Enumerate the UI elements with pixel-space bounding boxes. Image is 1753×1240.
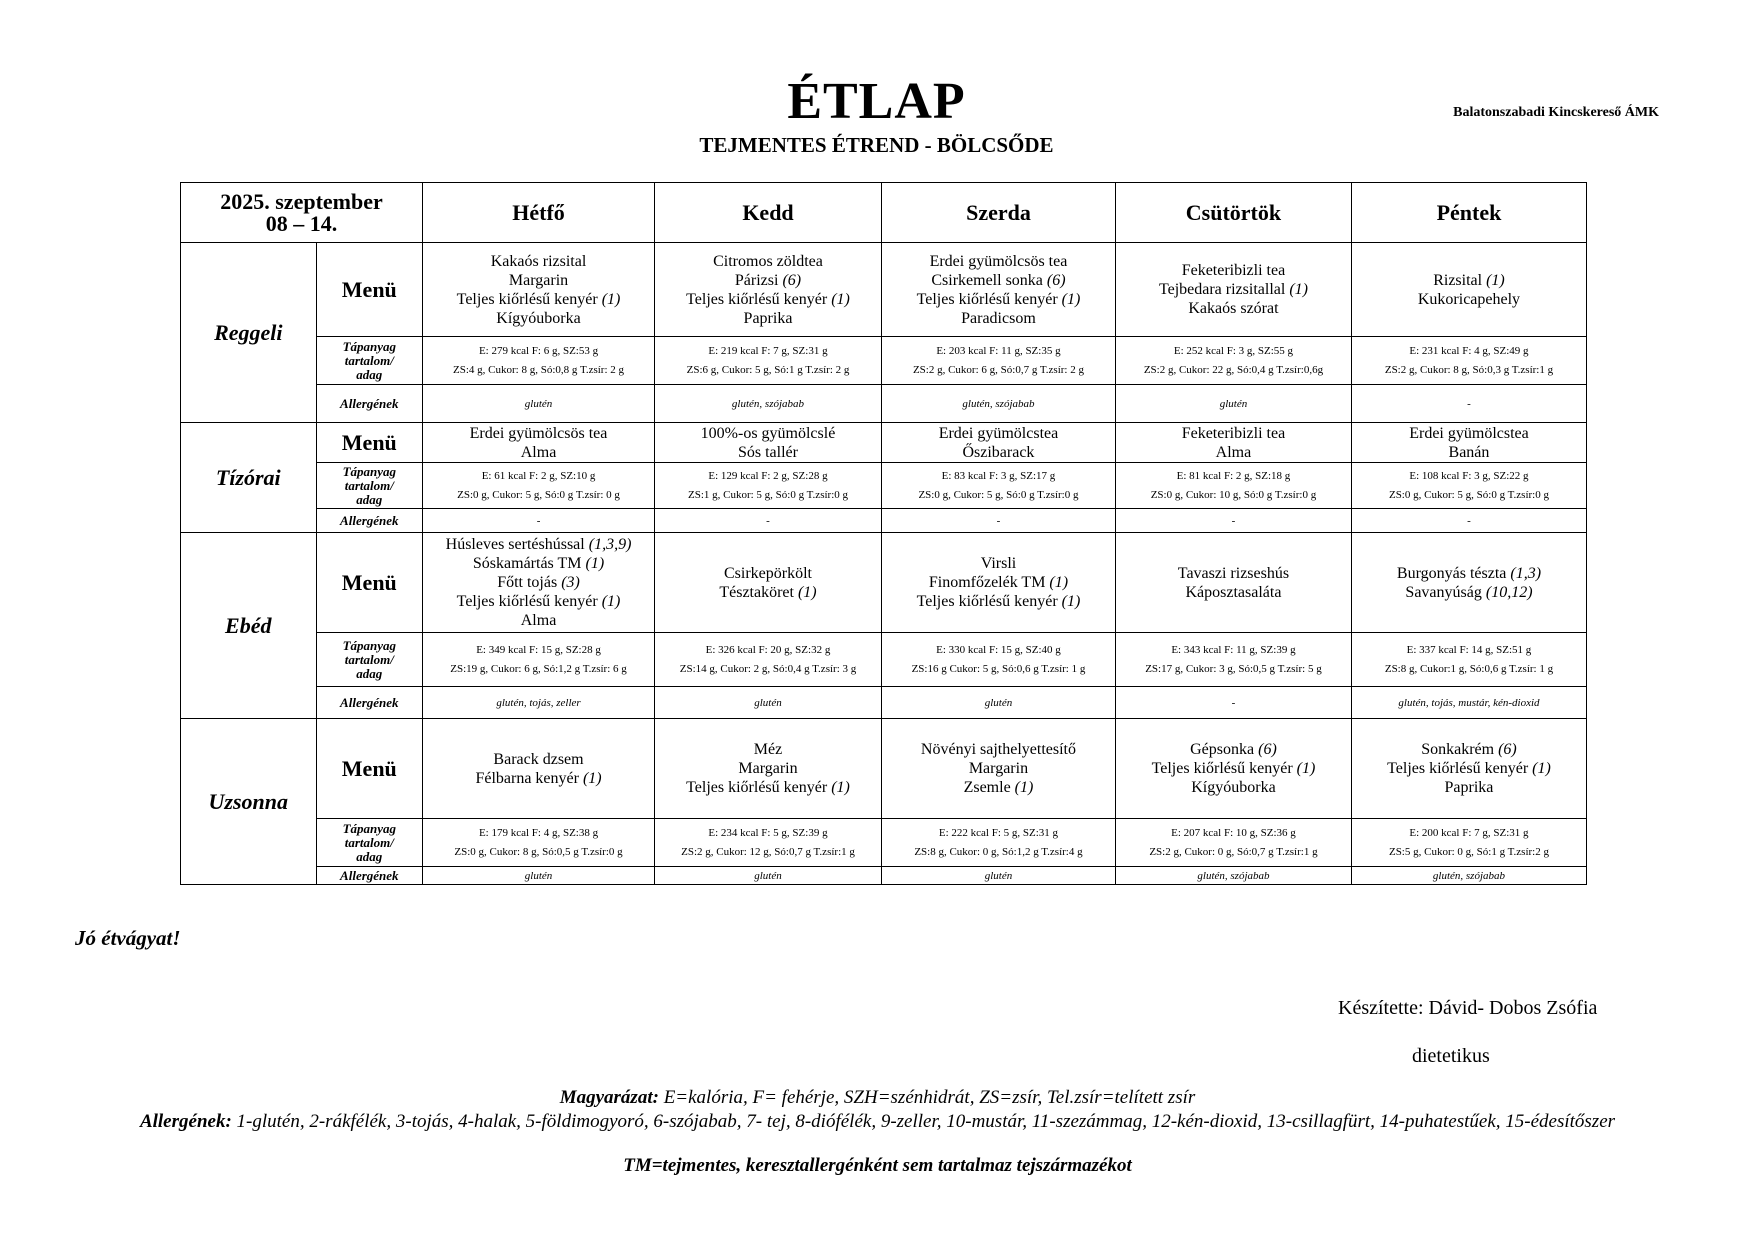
menu-item-text: Margarin [508, 271, 569, 289]
nutrition-cell [881, 337, 1115, 385]
menu-item-allergen-code: (1) [1049, 574, 1069, 591]
menu-item-allergen-code: (1) [831, 290, 850, 308]
menu-item [884, 740, 1113, 759]
nutrition-line: E: 108 kcal F: 3 g, SZ:22 g [1409, 469, 1529, 482]
menu-item-allergen-code: (1) [1289, 281, 1308, 298]
menu-item-text: Főtt tojás [497, 574, 558, 591]
nutrition-line: ZS:19 g, Cukor: 6 g, Só:1,2 g T.zsír: 6 g [450, 662, 627, 675]
menu-item-text: Margarin [968, 760, 1029, 777]
allergen-cell: glutén [423, 385, 655, 423]
menu-cell [1115, 243, 1351, 337]
row-label-nutrition-line: adag [356, 366, 383, 382]
day-header: Kedd [655, 183, 882, 243]
menu-item [1118, 759, 1349, 778]
table-header-row [181, 183, 1587, 243]
menu-cell [1351, 719, 1586, 819]
menu-item [657, 583, 879, 602]
nutrition-cell [655, 633, 882, 687]
menu-item [425, 252, 652, 271]
day-header: Hétfő [423, 183, 655, 243]
table-row [181, 533, 1587, 633]
row-label-nutrition-line: adag [356, 491, 383, 507]
menu-item-text: Csirkemell sonka [931, 271, 1043, 289]
legend-abbreviations [105, 1087, 1650, 1109]
menu-item-text: Tejbedara rizsitallal [1158, 281, 1286, 298]
nutrition-line: E: 326 kcal F: 20 g, SZ:32 g [705, 643, 831, 656]
table-row [181, 687, 1587, 719]
table-row [181, 463, 1587, 509]
nutrition-line: E: 179 kcal F: 4 g, SZ:38 g [478, 826, 599, 839]
nutrition-line: E: 129 kcal F: 2 g, SZ:28 g [708, 469, 828, 482]
menu-item [425, 271, 652, 290]
menu-item-text: Barack dzsem [493, 750, 584, 768]
nutrition-line: E: 200 kcal F: 7 g, SZ:31 g [1409, 826, 1529, 839]
menu-item-allergen-code: (1,3) [1510, 564, 1542, 582]
nutrition-line: E: 222 kcal F: 5 g, SZ:31 g [938, 826, 1059, 839]
menu-item [1118, 299, 1349, 318]
nutrition-cell [423, 337, 655, 385]
menu-item-allergen-code: (6) [782, 271, 802, 289]
menu-item [884, 592, 1113, 611]
nutrition-cell [655, 337, 882, 385]
menu-item [1354, 778, 1584, 797]
menu-table [180, 182, 1587, 885]
menu-item [657, 252, 879, 271]
row-label-menu: Menü [316, 423, 422, 463]
menu-item [1354, 740, 1584, 759]
menu-cell [655, 423, 882, 463]
menu-item-text: Teljes kiőrlésű kenyér [686, 779, 828, 796]
nutrition-line: ZS:17 g, Cukor: 3 g, Só:0,5 g T.zsír: 5 g [1145, 662, 1322, 675]
menu-item-text: Őszibarack [962, 443, 1035, 461]
menu-item-text: Csirkepörkölt [723, 564, 812, 582]
row-label-nutrition [316, 819, 422, 867]
menu-item-text: Teljes kiőrlésű kenyér [686, 290, 828, 308]
row-label-nutrition-line: Tápanyag [342, 637, 397, 653]
nutrition-line: ZS:14 g, Cukor: 2 g, Só:0,4 g T.zsír: 3 g [679, 662, 857, 675]
nutrition-cell [881, 463, 1115, 509]
allergen-cell: glutén, szójabab [1351, 867, 1586, 885]
menu-item-text: Rizsital [1433, 271, 1483, 289]
nutrition-cell [1351, 463, 1586, 509]
nutrition-line: E: 337 kcal F: 14 g, SZ:51 g [1406, 643, 1532, 656]
menu-cell [423, 243, 655, 337]
menu-item-allergen-code: (6) [1046, 271, 1066, 289]
menu-item [425, 554, 652, 573]
menu-item-text: Sonkakrém [1421, 741, 1495, 758]
nutrition-line: E: 81 kcal F: 2 g, SZ:18 g [1176, 469, 1291, 482]
menu-item-text: Kígyóuborka [1191, 779, 1276, 796]
row-label-nutrition [316, 633, 422, 687]
menu-item [425, 611, 652, 630]
menu-item-allergen-code: (1) [1061, 593, 1081, 610]
menu-item-text: Teljes kiőrlésű kenyér [916, 593, 1058, 610]
menu-item-text: Paprika [1444, 779, 1494, 796]
table-row [181, 337, 1587, 385]
allergen-cell: glutén, szójabab [1115, 867, 1351, 885]
table-row [181, 867, 1587, 885]
nutrition-line: ZS:0 g, Cukor: 5 g, Só:0 g T.zsír: 0 g [457, 488, 620, 501]
allergen-cell: - [1115, 687, 1351, 719]
menu-item-text: Feketeribizli tea [1181, 262, 1286, 279]
legend-label: Magyarázat: [559, 1087, 659, 1108]
row-label-nutrition-line: Tápanyag [342, 820, 397, 836]
menu-item-text: Alma [1215, 443, 1252, 461]
allergen-cell: - [881, 509, 1115, 533]
allergen-cell: glutén [655, 687, 882, 719]
menu-item-text: Banán [1448, 443, 1490, 461]
nutrition-line: E: 203 kcal F: 11 g, SZ:35 g [936, 344, 1061, 357]
row-label-allergens: Allergének [316, 867, 422, 885]
menu-item [1118, 778, 1349, 797]
page-subtitle: TEJMENTES ÉTREND - BÖLCSŐDE [699, 133, 1054, 157]
menu-item [425, 573, 652, 592]
allergen-cell: glutén, szójabab [655, 385, 882, 423]
menu-item-text: Teljes kiőrlésű kenyér [1151, 760, 1293, 777]
row-label-allergens: Allergének [316, 687, 422, 719]
menu-item-allergen-code: (3) [561, 574, 580, 591]
menu-cell [1351, 243, 1586, 337]
nutrition-line: ZS:0 g, Cukor: 5 g, Só:0 g T.zsír:0 g [1388, 488, 1549, 501]
allergen-cell: - [1351, 509, 1586, 533]
nutrition-line: ZS:8 g, Cukor: 0 g, Só:1,2 g T.zsír:4 g [914, 845, 1083, 858]
nutrition-line: ZS:0 g, Cukor: 10 g, Só:0 g T.zsír:0 g [1150, 488, 1317, 501]
menu-item-text: Alma [520, 443, 557, 461]
menu-item [1354, 583, 1584, 602]
period-line-2: 08 – 14. [265, 210, 338, 236]
nutrition-cell [1351, 337, 1586, 385]
menu-item-text: Erdei gyümölcsös tea [469, 424, 608, 442]
allergen-cell: glutén, tojás, mustár, kén-dioxid [1351, 687, 1586, 719]
nutrition-line: E: 207 kcal F: 10 g, SZ:36 g [1171, 826, 1296, 839]
menu-item [657, 759, 879, 778]
menu-item [884, 443, 1113, 462]
row-label-menu: Menü [316, 533, 422, 633]
row-label-nutrition-line: adag [356, 848, 383, 864]
menu-item-allergen-code: (1) [1532, 760, 1551, 777]
nutrition-line: ZS:1 g, Cukor: 5 g, Só:0 g T.zsír:0 g [687, 488, 848, 501]
menu-cell [655, 533, 882, 633]
nutrition-line: ZS:5 g, Cukor: 0 g, Só:1 g T.zsír:2 g [1388, 845, 1549, 858]
menu-item [657, 290, 879, 309]
menu-item [1118, 261, 1349, 280]
menu-item [884, 424, 1113, 443]
meal-name: Tízórai [181, 423, 317, 533]
menu-item-text: Virsli [980, 555, 1017, 572]
row-label-nutrition-line: tartalom/ [344, 834, 394, 850]
table-row [181, 509, 1587, 533]
meal-name: Ebéd [181, 533, 317, 719]
menu-item-text: Tésztaköret [719, 583, 794, 601]
nutrition-cell [423, 819, 655, 867]
menu-item-text: Paradicsom [961, 309, 1036, 327]
nutrition-cell [1115, 633, 1351, 687]
menu-item-allergen-code: (10,12) [1485, 583, 1533, 601]
allergens-text: 1-glutén, 2-rákfélék, 3-tojás, 4-halak, 5-földimogyoró, 6-szójabab, 7- tej, 8-diófélék, 9-zeller, 10-mustár, 11-szezámmag, 12-kén-dioxid, 13-csillagfürt, 14-puhatestűek, 15-édesítőszer [231, 1111, 1616, 1132]
day-header: Szerda [881, 183, 1115, 243]
nutrition-line: ZS:8 g, Cukor:1 g, Só:0,6 g T.zsír: 1 g [1384, 662, 1554, 675]
legend-allergens [105, 1111, 1650, 1133]
menu-item-text: Növényi sajthelyettesítő [920, 741, 1076, 758]
menu-item [884, 573, 1113, 592]
menu-item-text: Gépsonka [1190, 741, 1255, 758]
page-title: ÉTLAP [787, 73, 966, 130]
nutrition-cell [655, 819, 882, 867]
nutrition-cell [881, 633, 1115, 687]
menu-item-text: Feketeribizli tea [1181, 424, 1286, 442]
legend-text: E=kalória, F= fehérje, SZH=szénhidrát, ZS=zsír, Tel.zsír=telített zsír [658, 1087, 1196, 1108]
menu-item-text: Alma [520, 612, 557, 629]
menu-item-text: Finomfőzelék TM [928, 574, 1046, 591]
menu-item [884, 252, 1113, 271]
day-header: Péntek [1351, 183, 1586, 243]
menu-item-text: Margarin [738, 760, 798, 777]
institution-name: Balatonszabadi Kincskereső ÁMK [1453, 105, 1659, 120]
period-cell [181, 183, 423, 243]
allergen-cell: - [423, 509, 655, 533]
row-label-nutrition-line: tartalom/ [344, 651, 394, 667]
nutrition-cell [423, 463, 655, 509]
nutrition-line: ZS:0 g, Cukor: 8 g, Só:0,5 g T.zsír:0 g [454, 845, 623, 858]
allergen-cell: glutén [881, 687, 1115, 719]
menu-item-text: Teljes kiőrlésű kenyér [456, 593, 598, 610]
menu-item [1118, 740, 1349, 759]
menu-item [1118, 280, 1349, 299]
nutrition-line: E: 349 kcal F: 15 g, SZ:28 g [476, 643, 601, 656]
menu-item-text: Teljes kiőrlésű kenyér [456, 290, 598, 308]
allergen-cell: - [1115, 509, 1351, 533]
menu-item-allergen-code: (1) [797, 583, 817, 601]
tm-note: TM=tejmentes, keresztallergénként sem tartalmaz tejszármazékot [623, 1155, 1132, 1176]
nutrition-line: ZS:2 g, Cukor: 8 g, Só:0,3 g T.zsír:1 g [1384, 363, 1554, 376]
nutrition-line: E: 330 kcal F: 15 g, SZ:40 g [936, 643, 1061, 656]
menu-item [425, 750, 652, 769]
nutrition-line: ZS:4 g, Cukor: 8 g, Só:0,8 g T.zsír: 2 g [453, 363, 625, 376]
table-row [181, 819, 1587, 867]
menu-cell [1115, 423, 1351, 463]
menu-cell [1115, 719, 1351, 819]
menu-item-text: Citromos zöldtea [713, 252, 823, 270]
menu-item [1354, 443, 1584, 462]
nutrition-cell [1115, 819, 1351, 867]
row-label-allergens: Allergének [316, 509, 422, 533]
menu-cell [655, 243, 882, 337]
allergen-cell: glutén, szójabab [881, 385, 1115, 423]
nutrition-line: E: 234 kcal F: 5 g, SZ:39 g [708, 826, 828, 839]
menu-item-text: Teljes kiőrlésű kenyér [916, 290, 1058, 308]
allergen-cell: glutén [1115, 385, 1351, 423]
author-role: dietetikus [1412, 1045, 1490, 1067]
nutrition-line: ZS:2 g, Cukor: 6 g, Só:0,7 g T.zsír: 2 g [912, 363, 1084, 376]
row-label-menu: Menü [316, 243, 422, 337]
menu-item [657, 271, 879, 290]
menu-item-text: Paprika [743, 309, 793, 327]
menu-item-text: Kakaós szórat [1188, 300, 1279, 317]
allergen-cell: - [1351, 385, 1586, 423]
menu-item-allergen-code: (1) [585, 555, 605, 572]
menu-item [425, 443, 652, 462]
menu-item-allergen-code: (1) [601, 593, 621, 610]
menu-item-text: Káposztasaláta [1185, 583, 1282, 601]
menu-cell [655, 719, 882, 819]
menu-item-text: Méz [753, 741, 783, 758]
nutrition-line: ZS:6 g, Cukor: 5 g, Só:1 g T.zsír: 2 g [686, 363, 850, 376]
row-label-nutrition-line: adag [356, 665, 383, 681]
nutrition-line: E: 252 kcal F: 3 g, SZ:55 g [1173, 344, 1294, 357]
menu-item [1354, 759, 1584, 778]
allergen-cell: glutén, tojás, zeller [423, 687, 655, 719]
row-label-nutrition-line: tartalom/ [344, 477, 394, 493]
row-label-menu: Menü [316, 719, 422, 819]
menu-item [657, 740, 879, 759]
menu-item [1118, 564, 1349, 583]
menu-item [884, 290, 1113, 309]
menu-item [884, 271, 1113, 290]
menu-item-text: Savanyúság [1405, 583, 1482, 601]
row-label-nutrition [316, 463, 422, 509]
menu-item [657, 309, 879, 328]
menu-cell [1351, 423, 1586, 463]
menu-item-allergen-code: (1) [601, 290, 621, 308]
nutrition-line: ZS:0 g, Cukor: 5 g, Só:0 g T.zsír:0 g [918, 488, 1079, 501]
menu-item-text: 100%-os gyümölcslé [700, 424, 836, 442]
nutrition-line: E: 231 kcal F: 4 g, SZ:49 g [1409, 344, 1529, 357]
menu-item-allergen-code: (1) [1014, 779, 1034, 796]
menu-item-allergen-code: (6) [1258, 741, 1277, 758]
menu-item-text: Kukoricapehely [1417, 290, 1521, 308]
menu-item-text: Sós tallér [737, 443, 798, 461]
menu-item-allergen-code: (6) [1498, 741, 1517, 758]
nutrition-line: ZS:2 g, Cukor: 12 g, Só:0,7 g T.zsír:1 g [681, 845, 855, 858]
menu-item [884, 554, 1113, 573]
nutrition-cell [1351, 819, 1586, 867]
menu-item [657, 564, 879, 583]
nutrition-cell [1115, 463, 1351, 509]
meal-name: Reggeli [181, 243, 317, 423]
nutrition-line: E: 219 kcal F: 7 g, SZ:31 g [708, 344, 828, 357]
nutrition-cell [1115, 337, 1351, 385]
menu-item [425, 592, 652, 611]
menu-cell [423, 719, 655, 819]
menu-item [657, 424, 879, 443]
menu-item-text: Teljes kiőrlésű kenyér [1387, 760, 1529, 777]
menu-item [425, 424, 652, 443]
menu-cell [423, 533, 655, 633]
row-label-nutrition [316, 337, 422, 385]
nutrition-line: ZS:2 g, Cukor: 22 g, Só:0,4 g T.zsír:0,6g [1143, 363, 1324, 376]
allergens-label: Allergének: [139, 1111, 232, 1132]
allergen-cell: - [655, 509, 882, 533]
menu-item [425, 535, 652, 554]
nutrition-line: ZS:2 g, Cukor: 0 g, Só:0,7 g T.zsír:1 g [1149, 845, 1318, 858]
meal-name: Uzsonna [181, 719, 317, 885]
menu-item-allergen-code: (1) [582, 769, 602, 787]
allergen-cell: glutén [423, 867, 655, 885]
menu-item [1354, 564, 1584, 583]
nutrition-cell [1351, 633, 1586, 687]
day-header: Csütörtök [1115, 183, 1351, 243]
author: Készítette: Dávid- Dobos Zsófia [1338, 997, 1598, 1019]
menu-item [1354, 424, 1584, 443]
menu-item-allergen-code: (1) [1296, 760, 1316, 777]
nutrition-line: E: 343 kcal F: 11 g, SZ:39 g [1171, 643, 1296, 656]
menu-item-allergen-code: (1,3,9) [588, 536, 632, 553]
allergen-cell: glutén [655, 867, 882, 885]
menu-item [425, 309, 652, 328]
row-label-nutrition-line: tartalom/ [344, 352, 394, 368]
menu-item-text: Burgonyás tészta [1396, 564, 1507, 582]
table-row [181, 423, 1587, 463]
menu-item [425, 769, 652, 788]
menu-item [884, 309, 1113, 328]
menu-item [1354, 271, 1584, 290]
menu-item-text: Tavaszi rizseshús [1177, 564, 1290, 582]
menu-item [1354, 290, 1584, 309]
menu-item-text: Kakaós rizsital [490, 252, 587, 270]
menu-item-text: Kígyóuborka [496, 309, 581, 327]
menu-item [657, 443, 879, 462]
table-row [181, 719, 1587, 819]
menu-cell [1115, 533, 1351, 633]
menu-item-text: Erdei gyümölcsös tea [929, 252, 1068, 270]
menu-item [1118, 443, 1349, 462]
row-label-nutrition-line: Tápanyag [342, 463, 397, 479]
bon-appetit: Jó étvágyat! [75, 926, 181, 950]
menu-item [1118, 583, 1349, 602]
menu-cell [881, 719, 1115, 819]
nutrition-cell [881, 819, 1115, 867]
period-line-1: 2025. szeptember [220, 188, 383, 214]
nutrition-cell [655, 463, 882, 509]
nutrition-line: ZS:16 g Cukor: 5 g, Só:0,6 g T.zsír: 1 g [911, 662, 1086, 675]
nutrition-line: E: 61 kcal F: 2 g, SZ:10 g [481, 469, 596, 482]
nutrition-line: E: 83 kcal F: 3 g, SZ:17 g [941, 469, 1056, 482]
table-row [181, 633, 1587, 687]
menu-item-allergen-code: (1) [1486, 271, 1505, 289]
table-row [181, 243, 1587, 337]
menu-cell [1351, 533, 1586, 633]
menu-item [657, 778, 879, 797]
nutrition-cell [423, 633, 655, 687]
menu-cell [881, 533, 1115, 633]
menu-item [1118, 424, 1349, 443]
menu-item-text: Erdei gyümölcstea [938, 424, 1059, 442]
menu-cell [881, 423, 1115, 463]
menu-item [884, 759, 1113, 778]
allergen-cell: glutén [881, 867, 1115, 885]
menu-item-text: Erdei gyümölcstea [1409, 424, 1529, 442]
menu-cell [423, 423, 655, 463]
menu-item [884, 778, 1113, 797]
menu-item-text: Sóskamártás TM [472, 555, 582, 572]
row-label-nutrition-line: Tápanyag [342, 338, 397, 354]
menu-item-text: Zsemle [963, 779, 1011, 796]
menu-cell [881, 243, 1115, 337]
menu-item [425, 290, 652, 309]
menu-item-text: Párizsi [734, 271, 779, 289]
menu-item-allergen-code: (1) [1061, 290, 1081, 308]
row-label-allergens: Allergének [316, 385, 422, 423]
table-row [181, 385, 1587, 423]
menu-item-text: Húsleves sertéshússal [445, 536, 585, 553]
menu-item-allergen-code: (1) [831, 779, 850, 796]
menu-item-text: Félbarna kenyér [475, 769, 579, 787]
nutrition-line: E: 279 kcal F: 6 g, SZ:53 g [478, 344, 599, 357]
